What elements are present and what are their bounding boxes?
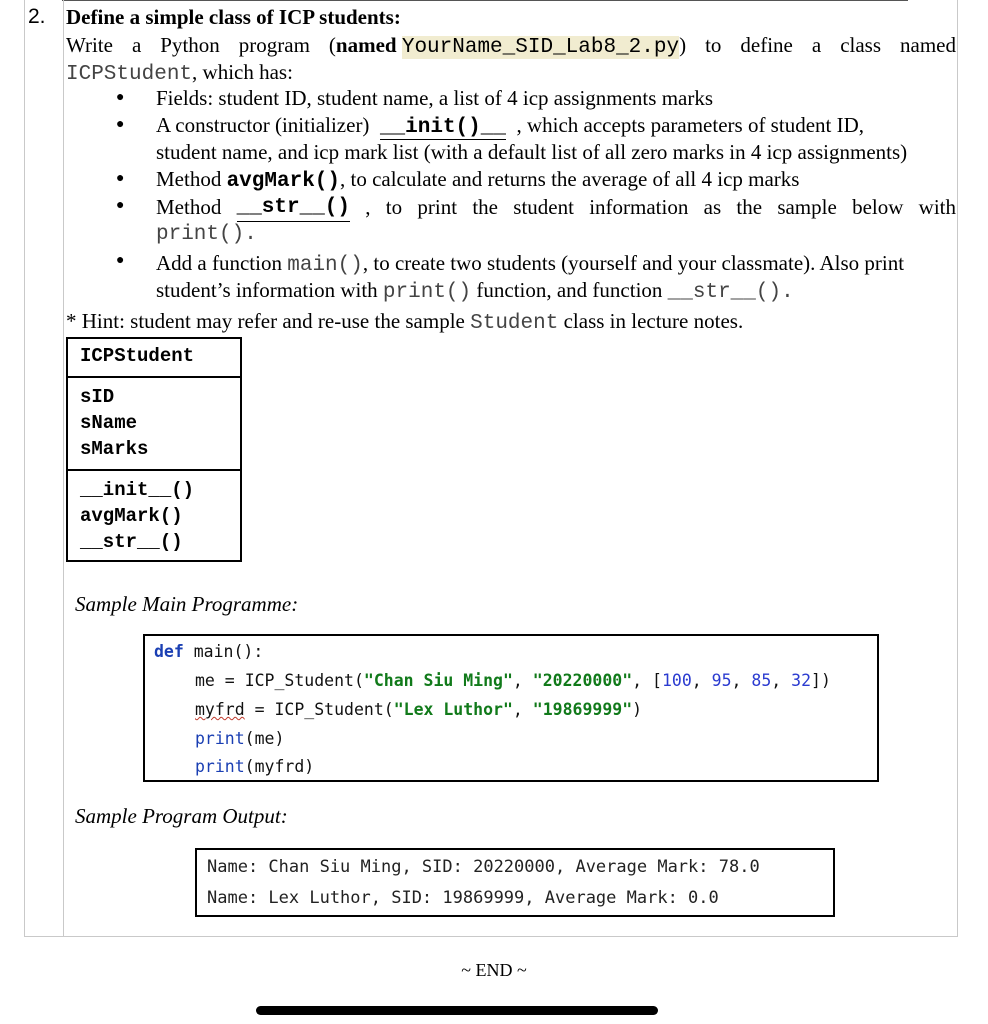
bullet-avgmark: [156, 166, 799, 195]
bullet-text: Method: [156, 167, 222, 191]
code-text: [: [652, 671, 662, 690]
bullet-text: Method: [156, 195, 222, 219]
bullet-word: sample: [777, 195, 837, 219]
code-line-print-myfrd: [195, 753, 314, 781]
uml-field: sID: [80, 386, 115, 408]
code-text: main():: [193, 642, 264, 661]
bullet-word: the: [736, 195, 763, 219]
bullet-word: print: [417, 195, 458, 219]
hint-pre: * Hint: student may refer and re-use the sample: [66, 309, 465, 333]
filename-highlight: YourName_SID_Lab8_2.py: [401, 36, 680, 59]
code-number: 32: [791, 671, 812, 690]
intro-word: program: [238, 33, 310, 57]
output-line: Name: Chan Siu Ming, SID: 20220000, Average Mark: 78.0: [207, 857, 760, 877]
column-divider: [63, 0, 64, 936]
intro-word: Write: [66, 33, 113, 57]
bullet-text: Add a function: [156, 251, 282, 275]
bullet-word: as: [703, 195, 722, 219]
intro-line-1: [66, 32, 956, 61]
bullet-marker: ●: [116, 171, 125, 186]
intro-line-2: [66, 59, 293, 88]
bullet-word: ,: [365, 195, 371, 219]
home-indicator[interactable]: [256, 1006, 658, 1015]
code-text: ]): [811, 671, 831, 690]
code-text: ICP_Student(: [274, 700, 394, 719]
bullet-text: , to create two students (yourself and your classmate). Also print: [362, 251, 905, 275]
code-text: ): [632, 700, 643, 719]
code-text: (myfrd): [244, 757, 315, 776]
uml-field: sMarks: [80, 438, 149, 460]
bullet-text: function, and function: [476, 278, 663, 302]
end-marker: ~ END ~: [461, 960, 527, 980]
code-text: me: [195, 671, 215, 690]
uml-method: __str__(): [80, 531, 183, 553]
class-name-code: ICPStudent: [66, 63, 193, 86]
named-bold: named: [335, 33, 397, 57]
sample-output-box: [195, 848, 835, 917]
sample-main-caption: Sample Main Programme:: [75, 592, 299, 616]
bullet-constructor-line-1: [156, 112, 864, 141]
code-string: "Chan Siu Ming": [363, 671, 513, 690]
code-text: ,: [512, 700, 533, 719]
init-code: __init()__: [379, 116, 506, 139]
str-code: __str__().: [667, 281, 794, 304]
code-text: ,: [691, 671, 712, 690]
str-code: __str__(): [237, 194, 350, 222]
bullet-marker: ●: [116, 253, 125, 268]
code-text: ,: [771, 671, 792, 690]
bullet-str-line-1: [156, 194, 956, 222]
code-text: ,: [512, 671, 533, 690]
intro-word: Python: [160, 33, 220, 57]
uml-fields-section: [68, 378, 240, 471]
code-text: ,: [632, 671, 653, 690]
bullet-constructor-line-2: student name, and icp mark list (with a default list of all zero marks in 4 icp assignments): [156, 140, 908, 164]
code-number: 85: [751, 671, 772, 690]
intro-rest: , which has:: [192, 60, 293, 84]
code-line-myfrd: [195, 696, 642, 724]
uml-class-diagram: [66, 337, 242, 562]
code-number: 95: [711, 671, 732, 690]
code-text: ,: [731, 671, 752, 690]
bullet-word: with: [918, 195, 956, 219]
code-number: 100: [661, 671, 692, 690]
avgmark-code: avgMark(): [226, 170, 340, 193]
sample-main-code-box: [143, 634, 879, 782]
code-builtin: print: [195, 757, 245, 776]
bullet-word: information: [589, 195, 689, 219]
bullet-marker: ●: [116, 198, 125, 213]
uml-method: avgMark(): [80, 505, 183, 527]
code-string: "20220000": [532, 671, 633, 690]
bullet-text: A constructor (initializer): [156, 113, 370, 137]
sample-output-caption: Sample Program Output:: [75, 804, 288, 828]
hint-post: class in lecture notes.: [563, 309, 744, 333]
paren-open: (: [328, 33, 336, 57]
bullet-main-line-2: [156, 277, 794, 306]
code-keyword: def: [154, 642, 184, 661]
code-line-me: [195, 667, 831, 695]
intro-word: a: [811, 33, 822, 57]
code-text: (me): [244, 729, 285, 748]
code-text: ICP_Student(: [244, 671, 364, 690]
uml-method: __init__(): [80, 479, 195, 501]
bullet-marker: ●: [116, 117, 125, 132]
main-code: main(): [287, 254, 363, 277]
bullet-word: below: [852, 195, 904, 219]
intro-word: named: [900, 33, 956, 57]
bullet-word: to: [385, 195, 403, 219]
bullet-marker: ●: [116, 90, 125, 105]
print-code: print(): [382, 281, 472, 304]
uml-field: sName: [80, 412, 138, 434]
code-string: "19869999": [532, 700, 633, 719]
code-text: =: [244, 700, 275, 719]
question-number: 2.: [28, 5, 46, 28]
question-title: Define a simple class of ICP students:: [66, 5, 401, 29]
bullet-word: student: [513, 195, 574, 219]
bullet-word: the: [472, 195, 498, 219]
output-line: Name: Lex Luthor, SID: 19869999, Average Mark: 0.0: [207, 888, 719, 908]
uml-name-section: [68, 339, 240, 378]
uml-methods-section: [68, 471, 240, 560]
code-line-def: [154, 638, 263, 666]
bullet-fields: Fields: student ID, student name, a list of 4 icp assignments marks: [156, 86, 714, 110]
paren-close: ): [679, 33, 687, 57]
intro-word: class: [840, 33, 882, 57]
intro-word: a: [131, 33, 142, 57]
code-text: =: [214, 671, 245, 690]
bullet-text: , which accepts parameters of student ID,: [516, 113, 865, 137]
code-text: myfrd: [195, 700, 245, 719]
uml-class-name: ICPStudent: [80, 345, 195, 367]
bullet-text: student’s information with: [156, 278, 378, 302]
code-line-print-me: [195, 725, 284, 753]
bullet-text: , to calculate and returns the average of all 4 icp marks: [340, 167, 800, 191]
print-code: print().: [156, 223, 257, 246]
intro-word: to: [705, 33, 722, 57]
intro-word: define: [740, 33, 793, 57]
intro-named-group: [329, 32, 686, 61]
hint-text: [66, 308, 743, 337]
bullet-main-line-1: [156, 250, 904, 279]
code-builtin: print: [195, 729, 245, 748]
code-string: "Lex Luthor": [393, 700, 513, 719]
student-code: Student: [470, 312, 559, 335]
